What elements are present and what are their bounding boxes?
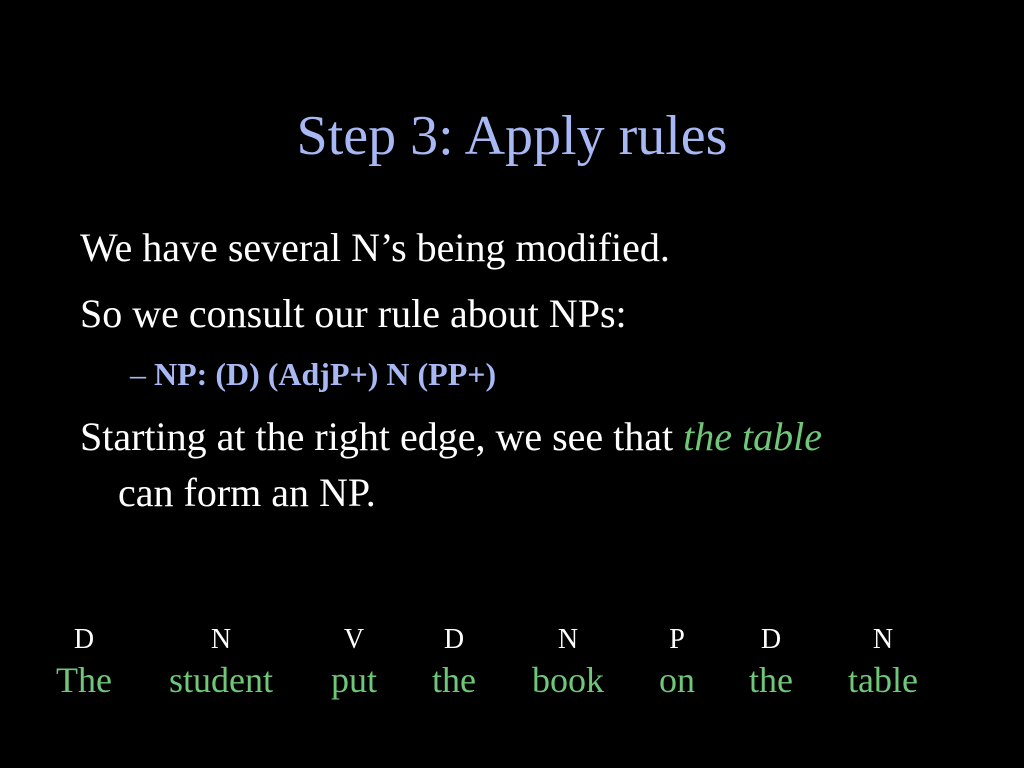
sentence-word: The [56, 660, 112, 700]
sentence-word: student [169, 660, 273, 700]
pos-tag: V [343, 624, 365, 655]
conclusion-text: Starting at the right edge, we see that [80, 414, 684, 459]
pos-tag: N [557, 624, 579, 655]
pos-tag: N [210, 624, 232, 655]
word-column [52, 622, 116, 702]
conclusion-continuation: can form an NP. [118, 470, 376, 515]
word-column [842, 622, 924, 702]
body-line-2: So we consult our rule about NPs: [80, 291, 627, 336]
sentence-word: on [659, 660, 695, 700]
pos-tag: D [73, 624, 95, 655]
word-column [744, 622, 798, 702]
pos-tag: P [669, 624, 685, 655]
sentence-word: the [432, 660, 476, 700]
pos-tag: D [760, 624, 782, 655]
sentence-word: the [749, 660, 793, 700]
conclusion-line [80, 413, 822, 461]
word-column [162, 622, 280, 702]
np-rule-text: NP: (D) (AdjP+) N (PP+) [154, 356, 497, 392]
sentence-word: table [848, 660, 918, 700]
word-column [326, 622, 382, 702]
highlighted-phrase: the table [683, 414, 823, 459]
word-column [428, 622, 480, 702]
np-rule [130, 354, 496, 394]
pos-tag: N [872, 624, 894, 655]
slide-title: Step 3: Apply rules [296, 105, 728, 167]
body-line-1: We have several N’s being modified. [80, 225, 670, 270]
sub-bullet-dash: – [130, 356, 146, 392]
word-column [526, 622, 610, 702]
word-column [654, 622, 700, 702]
sentence-word: book [532, 660, 604, 700]
sentence-word: put [330, 660, 377, 700]
pos-tag: D [443, 624, 465, 655]
